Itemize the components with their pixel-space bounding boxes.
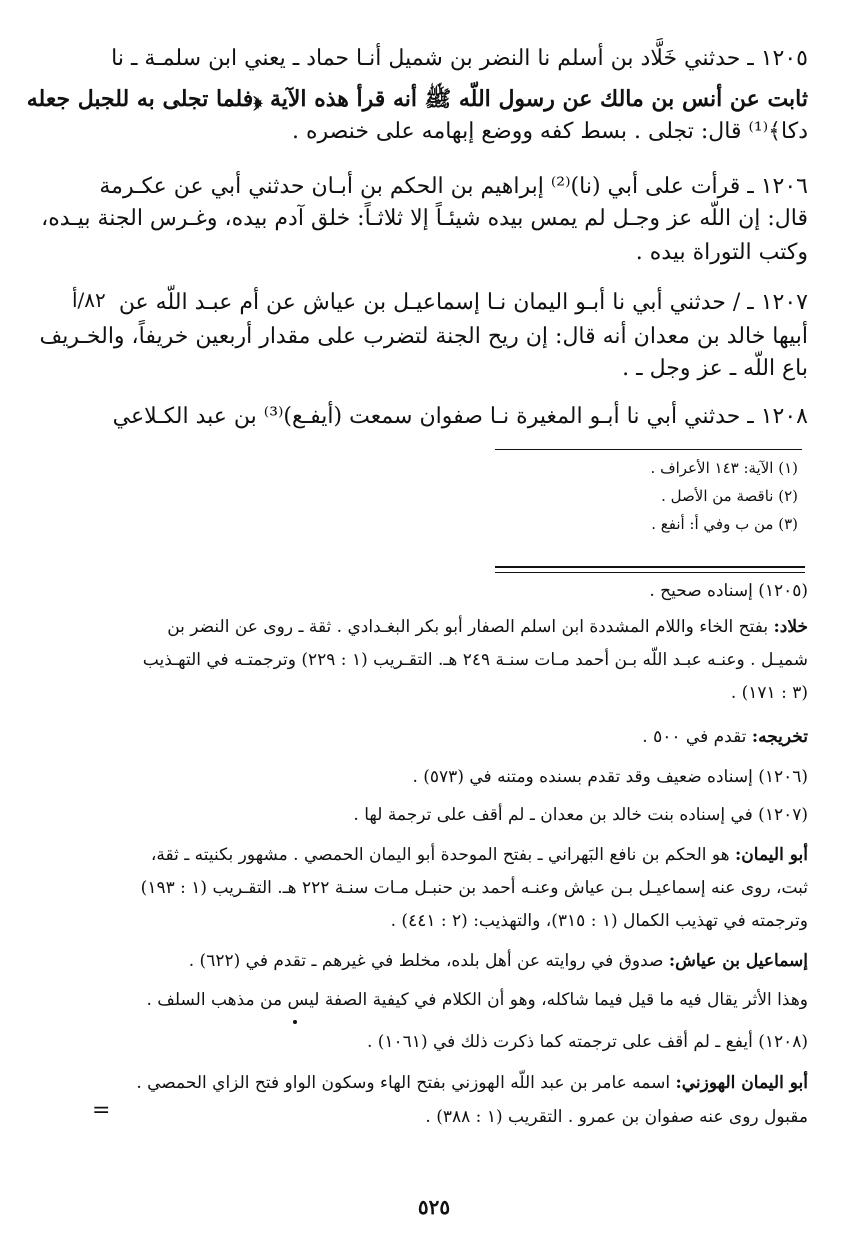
footnote-3: (٣) من ب وفي أ: أنفع .	[651, 515, 798, 533]
commentary-line-10: وترجمته في تهذيب الكمال (١ : ٣١٥)، والتهذيب: (٢ : ٤٤١) .	[390, 911, 808, 931]
footnote-separator	[495, 449, 802, 450]
stray-dot	[293, 1020, 297, 1024]
commentary-rule-top	[495, 566, 805, 568]
commentary-line-15: مقبول روى عنه صفوان بن عمرو . التقريب (١ : ٣٨٨) .	[425, 1107, 808, 1127]
term-takhrij: تخريجه:	[751, 727, 808, 747]
term-abu-al-yaman: أبو اليمان:	[735, 845, 808, 865]
commentary-line-12: وهذا الأثر يقال فيه ما قيل فيما شاكله، وهو أن الكلام في كيفية الصفة ليس من مذهب السلف .	[146, 990, 808, 1010]
hadith-1207-line-3: باع اللّه ـ عز وجل ـ .	[622, 356, 808, 381]
folio-margin-note: ٨٢/أ	[72, 288, 106, 312]
commentary-line-11: إسماعيل بن عياش: صدوق في روايته عن أهل بلده، مخلط في غيرهم ـ تقدم في (٦٢٢) .	[188, 951, 808, 971]
commentary-line-2: خلاد: بفتح الخاء واللام المشددة ابن اسلم الصفار أبو بكر البغـدادي . ثقة ـ روى عن النضر بن	[167, 617, 808, 637]
commentary-line-9: ثبت، روى عنه إسماعيـل بـن عياش وعنـه أحمد بن حنبـل مـات سنـة ٢٢٢ هـ. التقـريب (١ : ١٩٣)	[140, 878, 808, 898]
footnote-2: (٢) ناقصة من الأصل .	[661, 487, 798, 505]
hadith-1207-line-1: ١٢٠٧ ـ / حدثني أبي نا أبـو اليمان نـا إسماعيـل بن عياش عن أم عبـد اللّه عن	[118, 290, 808, 315]
commentary-line-6: (١٢٠٦) إسناده ضعيف وقد تقدم بسنده ومتنه في (٥٧٣) .	[412, 767, 808, 787]
commentary-line-7: (١٢٠٧) في إسناده بنت خالد بن معدان ـ لم أقف على ترجمة لها .	[353, 805, 808, 825]
commentary-line-13: (١٢٠٨) أيفع ـ لم أقف على ترجمته كما ذكرت ذلك في (١٠٦١) .	[366, 1032, 808, 1052]
commentary-line-5: تخريجه: تقدم في ٥٠٠ .	[642, 727, 808, 747]
hadith-1206-line-2: قال: إن اللّه عز وجـل لم يمس بيده شيئـاً إلا ثلاثـاً: خلق آدم بيده، وغـرس الجنة بيـده،	[41, 206, 808, 231]
commentary-line-3: شميـل . وعنـه عبـد اللّه بـن أحمد مـات سنـة ٢٤٩ هـ. التقـريب (١ : ٢٢٩) وترجمتـه في التهـذيب	[142, 650, 808, 670]
footnote-1: (١) الآية: ١٤٣ الأعراف .	[650, 459, 798, 477]
continuation-mark: =	[92, 1098, 111, 1123]
term-abu-al-yaman-al-hawzani: أبو اليمان الهوزني:	[675, 1073, 808, 1093]
hadith-1208-line-1: ١٢٠٨ ـ حدثني أبي نا أبـو المغيرة نـا صفوان سمعت (أيفـع)⁽³⁾ بن عبد الكـلاعي	[112, 404, 808, 429]
hadith-1207-line-2: أبيها خالد بن معدان أنه قال: إن ريح الجنة لتضرب على مقدار أربعين خريفاً، والخـريف	[39, 324, 808, 349]
hadith-1206-line-3: وكتب التوراة بيده .	[635, 240, 808, 265]
page-number: ٥٢٥	[417, 1195, 451, 1219]
hadith-1206-line-1: ١٢٠٦ ـ قرأت على أبي (نا)⁽²⁾ إبراهيم بن الحكم بن أبـان حدثني أبي عن عكـرمة	[99, 174, 808, 199]
commentary-line-14: أبو اليمان الهوزني: اسمه عامر بن عبد اللّه الهوزني بفتح الهاء وسكون الواو فتح الزاي الحمصي .	[136, 1073, 808, 1093]
commentary-line-8: أبو اليمان: هو الحكم بن نافع البَهراني ـ بفتح الموحدة أبو اليمان الحمصي . مشهور بكنيته ـ ثقة،	[150, 845, 808, 865]
hadith-1205-line-3: دكا﴾⁽¹⁾ قال: تجلى . بسط كفه ووضع إبهامه على خنصره .	[291, 119, 808, 144]
commentary-rule-bottom	[495, 572, 805, 573]
commentary-line-4: (٣ : ١٧١) .	[730, 683, 808, 703]
hadith-1205-line-2: ثابت عن أنس بن مالك عن رسول اللّه ﷺ أنه قرأ هذه الآية ﴿فلما تجلى به للجبل جعله	[26, 86, 808, 112]
term-khallad: خلاد:	[773, 617, 808, 637]
term-ismail-ibn-ayyash: إسماعيل بن عياش:	[668, 951, 808, 971]
commentary-line-1: (١٢٠٥) إسناده صحيح .	[649, 581, 808, 601]
hadith-1205-line-1: ١٢٠٥ ـ حدثني خَلَّاد بن أسلم نا النضر بن شميل أنـا حماد ـ يعني ابن سلمـة ـ نا	[111, 46, 808, 71]
